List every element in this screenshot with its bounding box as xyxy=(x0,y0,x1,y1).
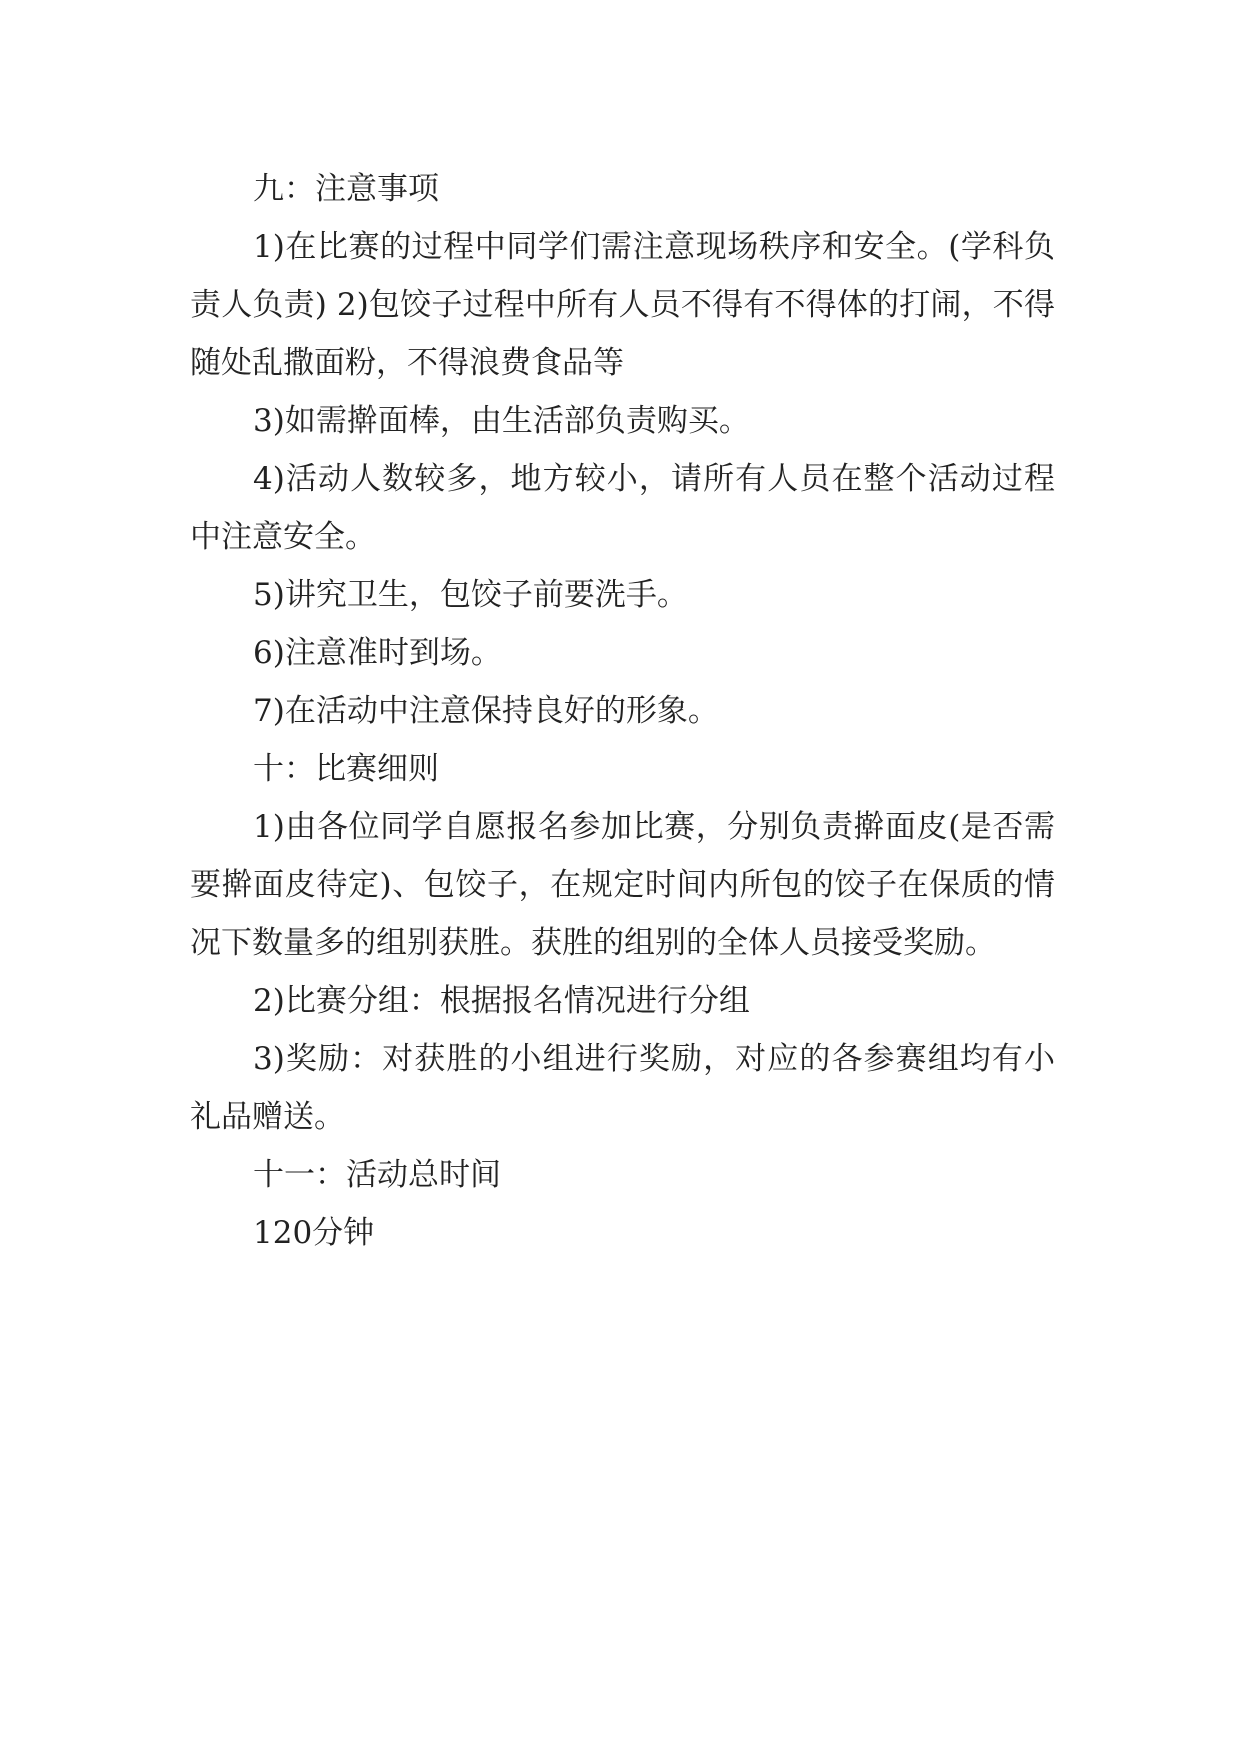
rules-item-2: 2)比赛分组：根据报名情况进行分组 xyxy=(253,983,750,1019)
notes-item-1-2: 1)在比赛的过程中同学们需注意现场秩序和安全。(学科负责人负责) 2)包饺子过程中所有人员不得有不得体的打闹，不得随处乱撒面粉，不得浪费食品等 xyxy=(190,229,1055,381)
rules-item-3: 3)奖励：对获胜的小组进行奖励，对应的各参赛组均有小礼品赠送。 xyxy=(190,1041,1055,1135)
section-heading-notes: 九：注意事项 xyxy=(253,171,439,207)
duration-value: 120分钟 xyxy=(253,1215,375,1251)
document-body xyxy=(190,160,1055,1262)
section-heading-duration: 十一：活动总时间 xyxy=(253,1157,501,1193)
rules-item-1: 1)由各位同学自愿报名参加比赛，分别负责擀面皮(是否需要擀面皮待定)、包饺子，在规定时间内所包的饺子在保质的情况下数量多的组别获胜。获胜的组别的全体人员接受奖励。 xyxy=(190,809,1055,961)
notes-item-6: 6)注意准时到场。 xyxy=(253,635,502,671)
notes-item-4: 4)活动人数较多，地方较小，请所有人员在整个活动过程中注意安全。 xyxy=(190,461,1055,555)
notes-item-3: 3)如需擀面棒，由生活部负责购买。 xyxy=(253,403,750,439)
notes-item-5: 5)讲究卫生，包饺子前要洗手。 xyxy=(253,577,688,613)
notes-item-7: 7)在活动中注意保持良好的形象。 xyxy=(253,693,719,729)
section-heading-rules: 十：比赛细则 xyxy=(253,751,439,787)
